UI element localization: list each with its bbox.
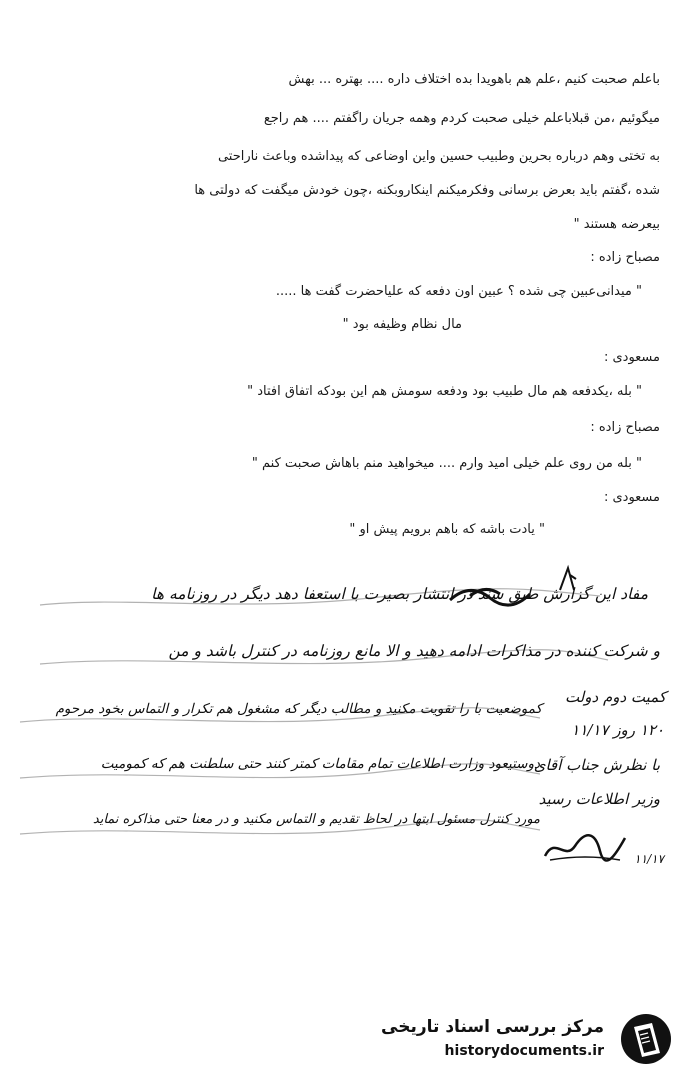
signature-icon [540,826,630,866]
typed-line: به تختی وهم درباره بحرین وطبیب حسین واین اوضاعی که پیداشده وباعث ناراحتی [217,149,660,164]
typed-line: بیعرضه هستند " [573,217,660,232]
typed-line: میگوئیم ،من قبلاباعلم خیلی صحبت کردم وهمه جریان راگفتم .... هم راجع [263,111,660,126]
handwritten-line: مورد کنترل مسئول ابتها در لحاظ تقدیم و التماس مکنید و در معنا حتی مذاکره نماید [92,812,540,827]
logo-name: مرکز بررسی اسناد تاریخی [381,1017,604,1037]
handwritten-line: دوستیعود وزارت اطلاعات تمام مقامات کمتر کنند حتی سلطنت هم که کمومیت [100,756,540,772]
typed-line: مال نظام وظیفه بود " [342,317,462,332]
speaker-label: مسعودی : [603,350,660,365]
typed-line: شده ،گفتم باید بعرض برسانی وفکرمیکنم اینکاروبکنه ،چون خودش میگفت که دولتی ها [194,183,660,198]
margin-note-line: وزیر اطلاعات رسید [538,790,660,808]
speaker-label: مسعودی : [603,490,660,505]
margin-note-line: کمیت دوم دولت [564,688,666,706]
typed-line: " بله ،یکدفعه هم مال طبیب بود ودفعه سومش هم این بودکه اتفاق افتاد " [247,384,642,399]
typed-line: " میدانی‌عبین چی شده ؟ عبین اون دفعه که علیاحضرت گفت ها ..... [275,284,642,299]
typed-line: باعلم صحبت کنیم ،علم هم باهویدا بده اختلاف داره .... بهتره ... بهش [288,72,660,87]
handwritten-line: و شرکت کننده در مذاکرات ادامه دهید و الا مانع روزنامه در کنترل باشد و من [168,642,660,660]
margin-note-line: با نظرش جناب آقای [533,756,660,774]
archive-logo [382,1011,682,1069]
typed-line: " بله من روی علم خیلی امید وارم .... میخواهید منم باهاش صحبت کنم " [251,456,642,471]
margin-note-line: ۱۲۰ روز ۱۱/۱۷ [571,721,664,739]
speaker-label: مصباح زاده : [590,420,660,435]
handwritten-line: مفاد این گزارش طبق سند در انتشار بصیرت با استعفا دهد دیگر در روزنامه ها [151,585,648,603]
speaker-label: مصباح زاده : [590,250,660,265]
archive-emblem-icon [616,1011,676,1067]
handwritten-line: کموضعیت با را تقویت مکنید و مطالب دیگر که مشغول هم تکرار و التماس بخود مرحوم [55,701,542,717]
logo-url: historydocuments.ir [444,1043,604,1059]
signature-date: ۱۱/۱۷ [634,852,664,866]
typed-line: " یادت باشه که باهم برویم پیش او " [349,522,545,537]
